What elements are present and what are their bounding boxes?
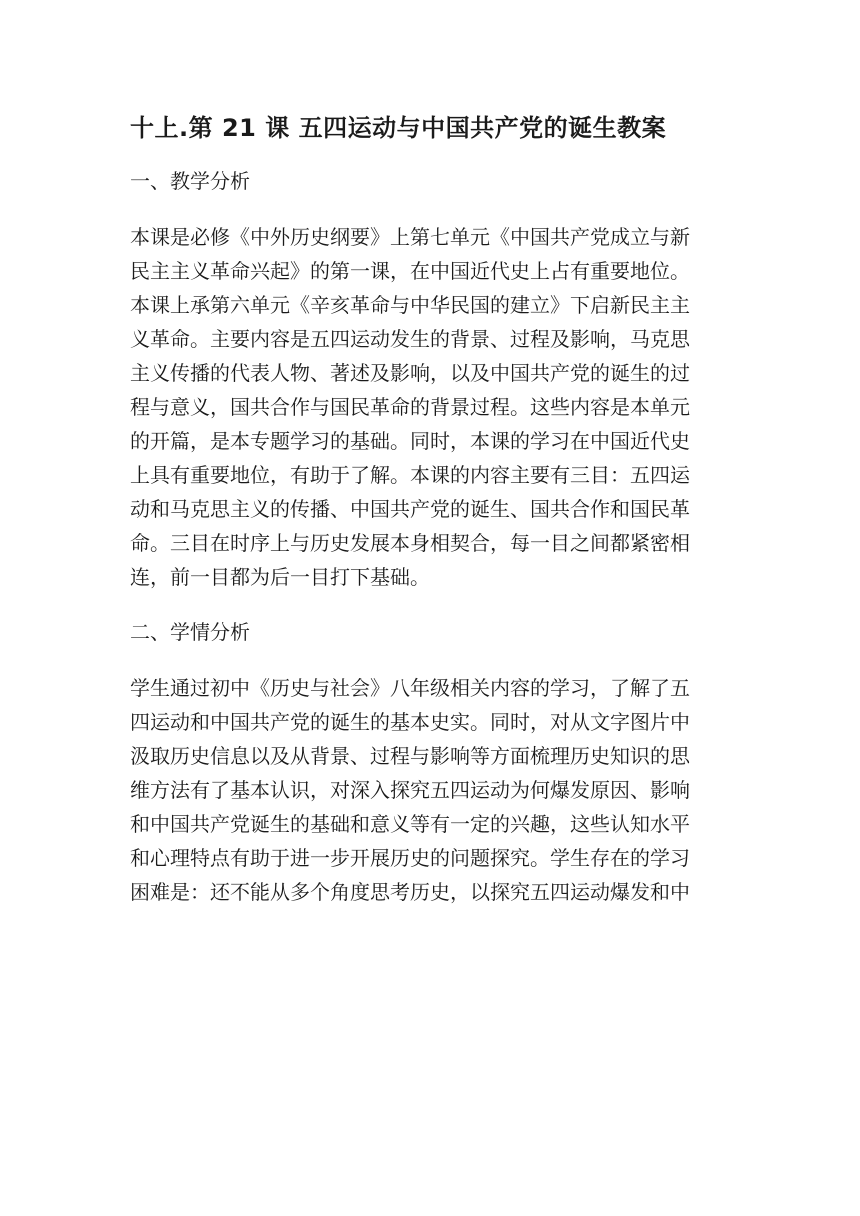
body-line: 连，前一目都为后一目打下基础。 xyxy=(130,565,430,589)
body-line: 程与意义，国共合作与国民革命的背景过程。这些内容是本单元 xyxy=(130,395,690,419)
body-line: 动和马克思主义的传播、中国共产党的诞生、国共合作和国民革 xyxy=(130,497,690,521)
section-body-teaching-analysis xyxy=(130,220,734,594)
body-line: 主义传播的代表人物、著述及影响，以及中国共产党的诞生的过 xyxy=(130,361,690,385)
document-page xyxy=(130,108,734,930)
body-line: 困难是：还不能从多个角度思考历史，以探究五四运动爆发和中 xyxy=(130,880,690,904)
body-line: 义革命。主要内容是五四运动发生的背景、过程及影响，马克思 xyxy=(130,327,690,351)
body-line: 维方法有了基本认识，对深入探究五四运动为何爆发原因、影响 xyxy=(130,778,690,802)
body-line: 四运动和中国共产党的诞生的基本史实。同时，对从文字图片中 xyxy=(130,710,690,734)
section-body-student-analysis xyxy=(130,671,734,909)
body-line: 和中国共产党诞生的基础和意义等有一定的兴趣，这些认知水平 xyxy=(130,812,690,836)
body-line: 学生通过初中《历史与社会》八年级相关内容的学习，了解了五 xyxy=(130,676,690,700)
body-line: 命。三目在时序上与历史发展本身相契合，每一目之间都紧密相 xyxy=(130,531,690,555)
document-title: 十上.第 21 课 五四运动与中国共产党的诞生教案 xyxy=(130,114,667,142)
section-heading-teaching-analysis: 一、教学分析 xyxy=(130,169,250,193)
body-line: 的开篇，是本专题学习的基础。同时，本课的学习在中国近代史 xyxy=(130,429,690,453)
section-heading-student-analysis: 二、学情分析 xyxy=(130,620,250,644)
body-line: 民主主义革命兴起》的第一课，在中国近代史上占有重要地位。 xyxy=(130,259,690,283)
body-line: 上具有重要地位，有助于了解。本课的内容主要有三目：五四运 xyxy=(130,463,690,487)
body-line: 本课是必修《中外历史纲要》上第七单元《中国共产党成立与新 xyxy=(130,225,690,249)
body-line: 汲取历史信息以及从背景、过程与影响等方面梳理历史知识的思 xyxy=(130,744,690,768)
body-line: 本课上承第六单元《辛亥革命与中华民国的建立》下启新民主主 xyxy=(130,293,690,317)
body-line: 和心理特点有助于进一步开展历史的问题探究。学生存在的学习 xyxy=(130,846,690,870)
